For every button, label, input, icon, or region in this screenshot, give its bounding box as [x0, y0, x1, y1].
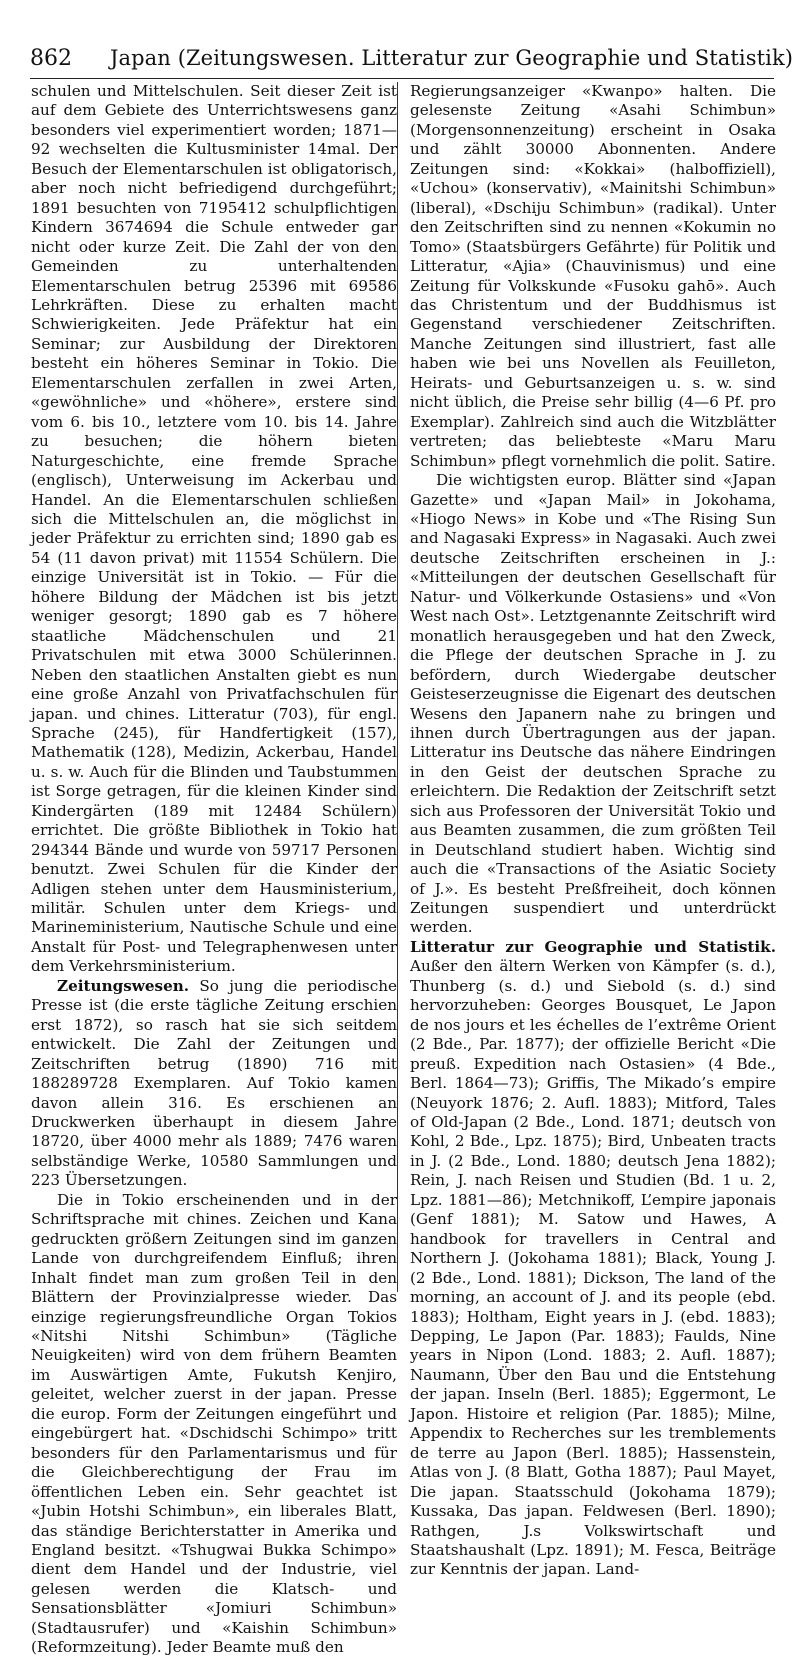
paragraph-literature-text: Außer den ältern Werken von Kämpfer (s. d.), Thunberg (s. d.) und Siebold (s. d.) sind hervorzuheben: Georges Bousquet, Le Japon de nos jours et les échelles de l’extrême Orient (2 Bde., Par. 1877); der offizielle Bericht «Die preuß. Expedition nach Ostasien» (4 Bde., Berl. 1864—73); Griffis, The Mikado’s empire (Neuyork 1876; 2. Aufl. 1883); Mitford, Tales of Old-Japan (2 Bde., Lond. 1871; deutsch von Kohl, 2 Bde., Lpz. 1875); Bird, Unbeaten tracts in J. (2 Bde., Lond. 1880; deutsch Jena 1882); Rein, J. nach Reisen und Studien (Bd. 1 u. 2, Lpz. 1881—86); Metchnikoff, L’empire japonais (Genf 1881); M. Satow und Hawes, A handbook for travellers in Central and Northern J. (Jokohama 1881); Black, Young J. (2 Bde., Lond. 1881); Dickson, The land of the morning, an account of J. and its people (ebd. 1883); Holtham, Eight years in J. (ebd. 1883); Depping, Le Japon (Par. 1883); Faulds, Nine years in Nipon (Lond. 1883; 2. Aufl. 1887); Naumann, Über den Bau und die Entstehung der japan. Inseln (Berl. 1885); Eggermont, Le Japon. Histoire et religion (Par. 1885); Milne, Appendix to Recherches sur les tremblements de terre au Japon (Berl. 1885); Hassenstein, Atlas von J. (8 Blatt, Gotha 1887); Paul Mayet, Die japan. Staatsschuld (Jokohama 1879); Kussaka, Das japan. Feldwesen (Berl. 1890); Rathgen, J.s Volkswirtschaft und Staatshaushalt (Lpz. 1891); M. Fesca, Beiträge zur Kenntnis der japan. Land-: [410, 957, 776, 1579]
paragraph-newspapers: Regierungsanzeiger «Kwanpo» halten. Die gelesenste Zeitung «Asahi Schimbun» (Morgensonnenzeitung) erscheint in Osaka und zählt 30000 Abonnenten. Andere Zeitungen sind: «Kokkai» (halboffiziell), «Uchou» (konservativ), «Mainitshi Schimbun» (liberal), «Dschiju Schimbun» (radikal). Unter den Zeitschriften sind zu nennen «Kokumin no Tomo» (Staatsbürgers Gefährte) für Politik und Litteratur, «Ajia» (Chauvinismus) und eine Zeitung für Volkskunde «Fusoku gahō». Auch das Christentum und der Buddhismus ist Gegenstand verschiedener Zeitschriften. Manche Zeitungen sind illustriert, fast alle haben wie bei uns Novellen als Feuilleton, Heirats- und Geburtsanzeigen u. s. w. sind nicht üblich, die Preise sehr billig (4—6 Pf. pro Exemplar). Zahlreich sind auch die Witzblätter vertreten; das beliebteste «Maru Maru Schimbun» pflegt vornehmlich die polit. Satire.: [410, 82, 776, 470]
right-column: [410, 82, 776, 1580]
paragraph-literature: [410, 938, 776, 1580]
page-number: 862: [30, 46, 72, 71]
column-divider: [397, 82, 398, 1292]
paragraph-press-intro-text: So jung die periodische Presse ist (die erste tägliche Zeitung erschien erst 1872), so rasch hat sie sich seitdem entwickelt. Die Zahl der Zeitungen und Zeitschriften betrug (1890) 716 mit 188289728 Exemplaren. Auf Tokio kamen davon allein 316. Es erschienen an Druckwerken überhaupt in diesem Jahre 18720, über 4000 mehr als 1889; 7476 waren selbständige Werke, 10580 Sammlungen und 223 Übersetzungen.: [31, 976, 397, 1190]
left-column: [31, 82, 397, 1658]
section-heading-zeitungswesen: Zeitungswesen.: [57, 976, 190, 995]
running-head: Japan (Zeitungswesen. Litteratur zur Geographie und Statistik): [110, 46, 794, 70]
paragraph-tokyo-papers: Die in Tokio erscheinenden und in der Schriftsprache mit chines. Zeichen und Kana gedruckten größern Zeitungen sind im ganzen Lande von durchgreifendem Einfluß; ihren Inhalt findet man zum großen Teil in den Blättern der Provinzialpresse wieder. Das einzige regierungsfreundliche Organ Tokios «Nitshi Nitshi Schimbun» (Tägliche Neuigkeiten) wird von dem frühern Beamten im Auswärtigen Amte, Fukutsh Kenjiro, geleitet, welcher zuerst in der japan. Presse die europ. Form der Zeitungen eingeführt und eingebürgert hat. «Dschidschi Schimpo» tritt besonders für den Parlamentarismus und für die Gleichberechtigung der Frau im öffentlichen Leben ein. Sehr geachtet ist «Jubin Hotshi Schimbun», ein liberales Blatt, das ständige Berichterstatter in Amerika und England besitzt. «Tshugwai Bukka Schimpo» dient dem Handel und der Industrie, viel gelesen werden die Klatsch- und Sensationsblätter «Jomiuri Schimbun» (Stadtausrufer) und «Kaishin Schimbun» (Reformzeitung). Jeder Beamte muß den: [31, 1190, 397, 1657]
paragraph-schools: schulen und Mittelschulen. Seit dieser Zeit ist auf dem Gebiete des Unterrichtswesens ganz besonders viel experimentiert worden; 1871—92 wechselten die Kultusminister 14mal. Der Besuch der Elementarschulen ist obligatorisch, aber noch nicht befriedigend durchgeführt; 1891 besuchten von 7195412 schulpflichtigen Kindern 3674694 die Schule entweder gar nicht oder kurze Zeit. Die Zahl der von den Gemeinden zu unterhaltenden Elementarschulen betrug 25396 mit 69586 Lehrkräften. Diese zu erhalten macht Schwierigkeiten. Jede Präfektur hat ein Seminar; zur Ausbildung der Direktoren besteht ein höheres Seminar in Tokio. Die Elementarschulen zerfallen in zwei Arten, «gewöhnliche» und «höhere», erstere sind vom 6. bis 10., letztere vom 10. bis 14. Jahre zu besuchen; die höhern bieten Naturgeschichte, eine fremde Sprache (englisch), Unterweisung im Ackerbau und Handel. An die Elementarschulen schließen sich die Mittelschulen an, die möglichst in jeder Präfektur zu errichten sind; 1890 gab es 54 (11 davon privat) mit 11554 Schülern. Die einzige Universität ist in Tokio. — Für die höhere Bildung der Mädchen ist bis jetzt weniger gesorgt; 1890 gab es 7 höhere staatliche Mädchenschulen und 21 Privatschulen mit etwa 3000 Schülerinnen. Neben den staatlichen Anstalten giebt es nun eine große Anzahl von Privatfachschulen für japan. und chines. Litteratur (703), für engl. Sprache (245), für Handfertigkeit (157), Mathematik (128), Medizin, Ackerbau, Handel u. s. w. Auch für die Blinden und Taubstummen ist Sorge getragen, für die kleinen Kinder sind Kindergärten (189 mit 12484 Schülern) errichtet. Die größte Bibliothek in Tokio hat 294344 Bände und wurde von 59717 Personen benutzt. Zwei Schulen für die Kinder der Adligen stehen unter dem Hausministerium, militär. Schulen unter dem Kriegs- und Marineministerium, Nautische Schule und eine Anstalt für Post- und Telegraphenwesen unter dem Verkehrsministerium.: [31, 82, 397, 976]
paragraph-european-papers: Die wichtigsten europ. Blätter sind «Japan Gazette» und «Japan Mail» in Jokohama, «Hiogo News» in Kobe und «The Rising Sun and Nagasaki Express» in Nagasaki. Auch zwei deutsche Zeitschriften erscheinen in J.: «Mitteilungen der deutschen Gesellschaft für Natur- und Völkerkunde Ostasiens» und «Von West nach Ost». Letztgenannte Zeitschrift wird monatlich herausgegeben und hat den Zweck, die Pflege der deutschen Sprache in J. zu befördern, durch Wiedergabe deutscher Geisteserzeugnisse die Eigenart des deutschen Wesens den Japanern nahe zu bringen und ihnen durch Übertragungen aus der japan. Litteratur ins Deutsche das nähere Eindringen in den Geist der deutschen Sprache zu erleichtern. Die Redaktion der Zeitschrift setzt sich aus Professoren der Universität Tokio und aus Beamten zusammen, die zum größten Teil in Deutschland studiert haben. Wichtig sind auch die «Transactions of the Asiatic Society of J.». Es besteht Preßfreiheit, doch können Zeitungen suspendiert und unterdrückt werden.: [410, 471, 776, 937]
section-heading-litteratur: Litteratur zur Geographie und Statistik.: [410, 937, 776, 956]
page-header: [30, 44, 794, 79]
paragraph-press-intro: [31, 977, 397, 1191]
